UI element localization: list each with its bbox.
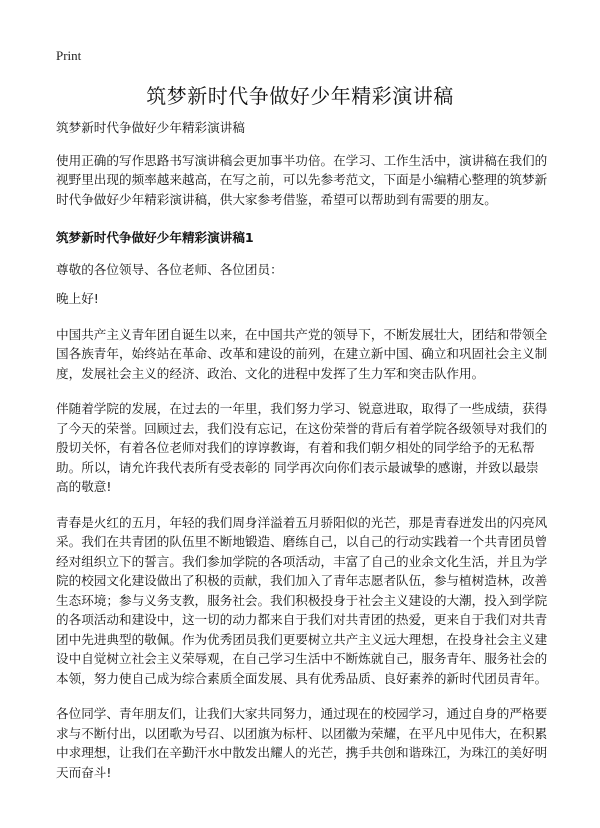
article-subtitle: 筑梦新时代争做好少年精彩演讲稿 [56,120,245,135]
salutation: 晚上好! [56,291,99,306]
body-paragraph-1: 中国共产主义青年团自诞生以来，在中国共产党的领导下，不断发展壮大，团结和带领全国各族青年，始终站在革命、改革和建设的前列，在建立新中国、确立和巩固社会主义制度，发展社会主义的经济、政治、文化的进程中发挥了生力军和突击队作用。 [56,326,548,381]
body-paragraph-4: 各位同学、青年朋友们，让我们大家共同努力，通过现在的校园学习，通过自身的严格要求与不断付出，以团歌为号召、以团旗为标杆、以团徽为荣耀，在平凡中见伟大，在积累中求理想，让我们在辛勤汗水中散发出耀人的光芒，携手共创和谐珠江，为珠江的美好明天而奋斗! [56,706,548,780]
section-heading: 筑梦新时代争做好少年精彩演讲稿1 [56,230,254,245]
page-title: 筑梦新时代争做好少年精彩演讲稿 [146,84,454,108]
print-link[interactable]: Print [56,48,82,63]
body-paragraph-2: 伴随着学院的发展，在过去的一年里，我们努力学习、锐意进取，取得了一些成绩，获得了今天的荣誉。回顾过去，我们没有忘记，在这份荣誉的背后有着学院各级领导对我们的殷切关怀，有着各位老师对我们的谆谆教诲，有着和我们朝夕相处的同学给予的无私帮助。所以，请允许我代表所有受表彰的 同学再次向你们表示最诚挚的感谢，并致以最崇高的敬意! [56,401,548,494]
body-paragraph-3: 青春是火红的五月，年轻的我们周身洋溢着五月骄阳似的光芒，那是青春迸发出的闪亮风采。我们在共青团的队伍里不断地锻造、磨练自己，以自己的行动实践着一个共青团员曾经对组织立下的誓言。我们参加学院的各项活动，丰富了自己的业余文化生活，并且为学院的校园文化建设做出了积极的贡献，我们加入了青年志愿者队伍，参与植树造林，改善生态环境；参与义务支教，服务社会。我们积极投身于社会主义建设的大潮，投入到学院的各项活动和建设中，这一切的动力都来自于我们对共青团的热爱，更来自于我们对共青团中先进典型的敬佩。作为优秀团员我们更要树立共产主义远大理想，在投身社会主义建设中自觉树立社会主义荣辱观，在自己学习生活中不断炼就自己，服务青年、服务社会的本领，努力使自己成为综合素质全面发展、具有优秀品质、良好素养的新时代团员青年。 [56,514,548,686]
greeting: 尊敬的各位领导、各位老师、各位团员： [56,261,283,277]
article-body [56,118,550,798]
intro-paragraph: 使用正确的写作思路书写演讲稿会更加事半功倍。在学习、工作生活中，演讲稿在我们的视野里出现的频率越来越高，在写之前，可以先参考范文，下面是小编精心整理的筑梦新时代争做好少年精彩演讲稿，供大家参考借鉴，希望可以帮助到有需要的朋友。 [56,152,548,207]
